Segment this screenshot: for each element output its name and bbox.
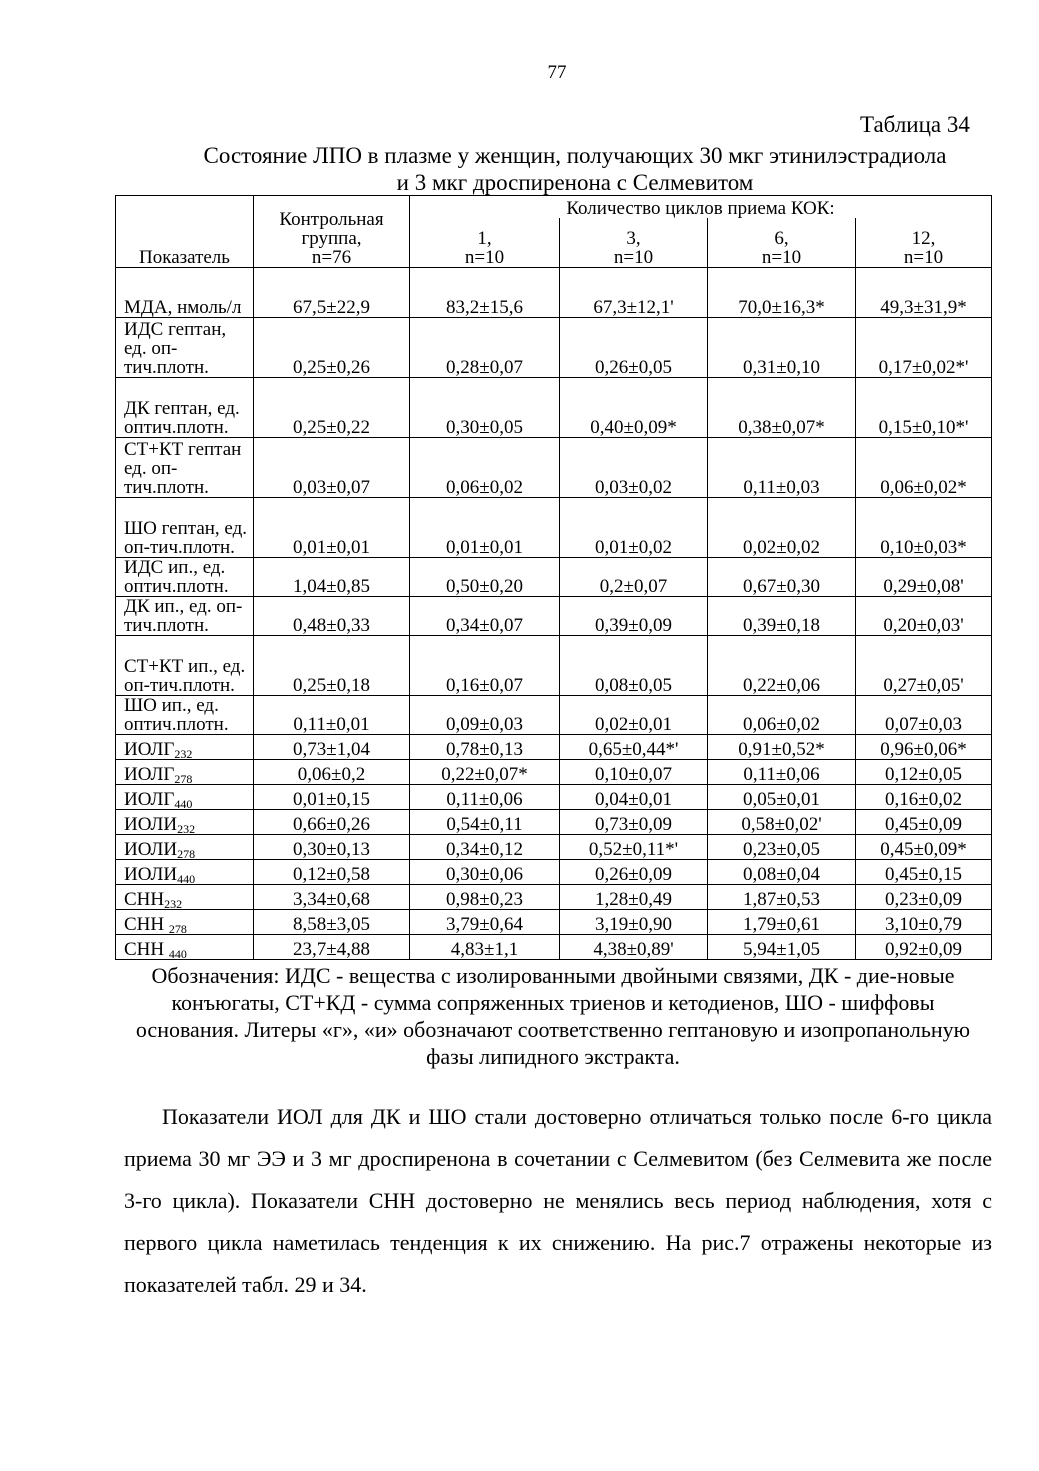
row-label bbox=[116, 910, 254, 935]
value-cell: 0,06±0,02 bbox=[410, 438, 560, 498]
value-cell: 0,16±0,02 bbox=[856, 785, 992, 810]
row-label-text: СНН bbox=[124, 939, 169, 960]
value-cell: 1,79±0,61 bbox=[708, 910, 856, 935]
table-row bbox=[116, 735, 992, 760]
table-row bbox=[116, 835, 992, 860]
header-cycle-6 bbox=[708, 218, 856, 268]
row-label-text: ИОЛИ bbox=[124, 864, 178, 885]
value-cell: 0,25±0,26 bbox=[254, 318, 410, 378]
value-cell: 0,38±0,07* bbox=[708, 378, 856, 438]
table-title bbox=[170, 142, 980, 196]
value-cell: 0,09±0,03 bbox=[410, 696, 560, 735]
value-cell: 0,73±1,04 bbox=[254, 735, 410, 760]
row-label-text: СНН bbox=[124, 914, 169, 935]
value-cell: 0,15±0,10*' bbox=[856, 378, 992, 438]
value-cell: 0,01±0,15 bbox=[254, 785, 410, 810]
value-cell: 5,94±1,05 bbox=[708, 935, 856, 960]
value-cell: 0,07±0,03 bbox=[856, 696, 992, 735]
value-cell: 0,08±0,04 bbox=[708, 860, 856, 885]
data-table bbox=[115, 195, 992, 960]
row-label-text: ИОЛГ bbox=[124, 764, 175, 785]
header-cycle-3-label: 3, bbox=[626, 228, 641, 249]
row-label-text: ИОЛГ bbox=[124, 739, 175, 760]
value-cell: 0,11±0,03 bbox=[708, 438, 856, 498]
value-cell: 0,05±0,01 bbox=[708, 785, 856, 810]
value-cell: 0,39±0,18 bbox=[708, 597, 856, 636]
row-label-text: ИОЛИ bbox=[124, 814, 178, 835]
value-cell: 0,40±0,09* bbox=[560, 378, 708, 438]
row-label bbox=[116, 810, 254, 835]
value-cell: 0,45±0,15 bbox=[856, 860, 992, 885]
value-cell: 0,45±0,09* bbox=[856, 835, 992, 860]
value-cell: 0,22±0,07* bbox=[410, 760, 560, 785]
value-cell: 1,87±0,53 bbox=[708, 885, 856, 910]
value-cell: 0,26±0,05 bbox=[560, 318, 708, 378]
table-row bbox=[116, 498, 992, 558]
value-cell: 0,58±0,02' bbox=[708, 810, 856, 835]
value-cell: 0,11±0,06 bbox=[708, 760, 856, 785]
table-row bbox=[116, 696, 992, 735]
value-cell: 0,06±0,2 bbox=[254, 760, 410, 785]
table-title-line-1: Состояние ЛПО в плазме у женщин, получающих 30 мкг этинилэстрадиола bbox=[203, 143, 947, 168]
row-label-text: ИДС гептан, ед. оп-тич.плотн. bbox=[124, 319, 227, 378]
table-row bbox=[116, 558, 992, 597]
value-cell: 0,34±0,12 bbox=[410, 835, 560, 860]
header-row-1 bbox=[116, 196, 992, 218]
row-label bbox=[116, 860, 254, 885]
header-control-line-3: n=76 bbox=[311, 247, 352, 268]
table-row bbox=[116, 910, 992, 935]
value-cell: 3,79±0,64 bbox=[410, 910, 560, 935]
row-label bbox=[116, 636, 254, 696]
table-row bbox=[116, 636, 992, 696]
header-cycle-1-label: 1, bbox=[477, 228, 492, 249]
value-cell: 67,5±22,9 bbox=[254, 268, 410, 318]
row-label-text: ИОЛИ bbox=[124, 839, 178, 860]
value-cell: 0,39±0,09 bbox=[560, 597, 708, 636]
row-label bbox=[116, 498, 254, 558]
row-label bbox=[116, 558, 254, 597]
table-row bbox=[116, 935, 992, 960]
value-cell: 49,3±31,9* bbox=[856, 268, 992, 318]
value-cell: 0,03±0,07 bbox=[254, 438, 410, 498]
value-cell: 0,20±0,03' bbox=[856, 597, 992, 636]
value-cell: 0,66±0,26 bbox=[254, 810, 410, 835]
header-cycle-3 bbox=[560, 218, 708, 268]
value-cell: 0,06±0,02* bbox=[856, 438, 992, 498]
value-cell: 4,38±0,89' bbox=[560, 935, 708, 960]
value-cell: 0,11±0,01 bbox=[254, 696, 410, 735]
row-label-subscript: 278 bbox=[177, 847, 196, 861]
value-cell: 0,34±0,07 bbox=[410, 597, 560, 636]
value-cell: 0,10±0,03* bbox=[856, 498, 992, 558]
row-label-subscript: 232 bbox=[174, 747, 193, 761]
header-cycle-12-label: 12, bbox=[911, 228, 936, 249]
value-cell: 0,98±0,23 bbox=[410, 885, 560, 910]
row-label-text: ДК гептан, ед. оптич.плотн. bbox=[124, 398, 240, 438]
value-cell: 0,92±0,09 bbox=[856, 935, 992, 960]
value-cell: 0,30±0,05 bbox=[410, 378, 560, 438]
value-cell: 0,54±0,11 bbox=[410, 810, 560, 835]
row-label-subscript: 278 bbox=[174, 772, 193, 786]
header-cycle-12-n: n=10 bbox=[903, 247, 944, 268]
table-row bbox=[116, 810, 992, 835]
value-cell: 0,30±0,13 bbox=[254, 835, 410, 860]
row-label bbox=[116, 438, 254, 498]
row-label-text: ИОЛГ bbox=[124, 789, 175, 810]
header-indicator: Показатель bbox=[116, 196, 254, 268]
value-cell: 0,25±0,18 bbox=[254, 636, 410, 696]
row-label-subscript: 232 bbox=[164, 897, 183, 911]
row-label bbox=[116, 835, 254, 860]
value-cell: 0,73±0,09 bbox=[560, 810, 708, 835]
value-cell: 0,25±0,22 bbox=[254, 378, 410, 438]
value-cell: 1,04±0,85 bbox=[254, 558, 410, 597]
row-label-subscript: 440 bbox=[168, 947, 187, 961]
value-cell: 0,67±0,30 bbox=[708, 558, 856, 597]
row-label-text: СТ+КТ ип., ед. оп-тич.плотн. bbox=[124, 656, 246, 696]
value-cell: 0,01±0,01 bbox=[410, 498, 560, 558]
value-cell: 0,91±0,52* bbox=[708, 735, 856, 760]
header-cycle-12 bbox=[856, 218, 992, 268]
value-cell: 0,10±0,07 bbox=[560, 760, 708, 785]
value-cell: 3,19±0,90 bbox=[560, 910, 708, 935]
row-label-text: ШО гептан, ед. оп-тич.плотн. bbox=[124, 518, 248, 558]
value-cell: 0,11±0,06 bbox=[410, 785, 560, 810]
value-cell: 0,12±0,05 bbox=[856, 760, 992, 785]
row-label-subscript: 278 bbox=[168, 922, 187, 936]
value-cell: 0,12±0,58 bbox=[254, 860, 410, 885]
row-label-text: СНН bbox=[124, 889, 165, 910]
value-cell: 0,08±0,05 bbox=[560, 636, 708, 696]
value-cell: 0,28±0,07 bbox=[410, 318, 560, 378]
value-cell: 3,34±0,68 bbox=[254, 885, 410, 910]
value-cell: 0,16±0,07 bbox=[410, 636, 560, 696]
value-cell: 0,23±0,09 bbox=[856, 885, 992, 910]
row-label bbox=[116, 268, 254, 318]
value-cell: 70,0±16,3* bbox=[708, 268, 856, 318]
header-cycle-6-label: 6, bbox=[774, 228, 789, 249]
table-row bbox=[116, 438, 992, 498]
row-label-text: ИДС ип., ед. оптич.плотн. bbox=[124, 557, 229, 597]
value-cell: 3,10±0,79 bbox=[856, 910, 992, 935]
header-control bbox=[254, 196, 410, 268]
value-cell: 0,04±0,01 bbox=[560, 785, 708, 810]
table-row bbox=[116, 785, 992, 810]
value-cell: 8,58±3,05 bbox=[254, 910, 410, 935]
row-label-text: МДА, нмоль/л bbox=[124, 297, 242, 318]
table-row bbox=[116, 318, 992, 378]
header-control-line-1: Контрольная bbox=[279, 209, 384, 230]
header-cycle-1 bbox=[410, 218, 560, 268]
value-cell: 0,02±0,01 bbox=[560, 696, 708, 735]
table-row bbox=[116, 860, 992, 885]
value-cell: 0,96±0,06* bbox=[856, 735, 992, 760]
value-cell: 67,3±12,1' bbox=[560, 268, 708, 318]
value-cell: 0,31±0,10 bbox=[708, 318, 856, 378]
row-label bbox=[116, 885, 254, 910]
table-row bbox=[116, 597, 992, 636]
value-cell: 0,78±0,13 bbox=[410, 735, 560, 760]
value-cell: 0,2±0,07 bbox=[560, 558, 708, 597]
value-cell: 0,29±0,08' bbox=[856, 558, 992, 597]
value-cell: 4,83±1,1 bbox=[410, 935, 560, 960]
table-row bbox=[116, 885, 992, 910]
value-cell: 0,52±0,11*' bbox=[560, 835, 708, 860]
value-cell: 0,03±0,02 bbox=[560, 438, 708, 498]
value-cell: 0,65±0,44*' bbox=[560, 735, 708, 760]
table-row bbox=[116, 268, 992, 318]
row-label bbox=[116, 785, 254, 810]
page-number: 77 bbox=[547, 62, 567, 83]
row-label bbox=[116, 597, 254, 636]
value-cell: 0,17±0,02*' bbox=[856, 318, 992, 378]
table-row bbox=[116, 760, 992, 785]
value-cell: 83,2±15,6 bbox=[410, 268, 560, 318]
row-label bbox=[116, 735, 254, 760]
body-paragraph: Показатели ИОЛ для ДК и ШО стали достоверно отличаться только после 6-го цикла приема 30 мг ЭЭ и 3 мг дроспиренона в сочетании с Селмевитом (без Селмевита же после 3-го цикла). Показатели СНН достоверно не менялись весь период наблюдения, хотя с первого цикла наметилась тенденция к их снижению. На рис.7 отражены некоторые из показателей табл. 29 и 34. bbox=[124, 1104, 992, 1297]
table-notes: Обозначения: ИДС - вещества с изолированными двойными связями, ДК - дие-новые конъюгаты, СТ+КД - сумма сопряженных триенов и кетодиенов, ШО - шиффовы основания. Литеры «г», «и» обозначают соответственно гептановую и изопропанольную фазы липидного экстракта. bbox=[135, 963, 971, 1069]
row-label-text: ШО ип., ед. оптич.плотн. bbox=[124, 695, 229, 735]
value-cell: 0,26±0,09 bbox=[560, 860, 708, 885]
row-label-text: ДК ип., ед. оп-тич.плотн. bbox=[124, 596, 243, 636]
row-label bbox=[116, 935, 254, 960]
table-row bbox=[116, 378, 992, 438]
header-cycles: Количество циклов приема КОК: bbox=[410, 196, 992, 218]
value-cell: 0,06±0,02 bbox=[708, 696, 856, 735]
row-label-subscript: 440 bbox=[177, 872, 196, 886]
value-cell: 0,50±0,20 bbox=[410, 558, 560, 597]
value-cell: 0,30±0,06 bbox=[410, 860, 560, 885]
header-control-line-2: группа, bbox=[301, 228, 362, 249]
row-label bbox=[116, 318, 254, 378]
value-cell: 0,01±0,02 bbox=[560, 498, 708, 558]
header-cycle-1-n: n=10 bbox=[464, 247, 505, 268]
row-label-text: СТ+КТ гептан ед. оп-тич.плотн. bbox=[124, 439, 242, 498]
row-label bbox=[116, 378, 254, 438]
value-cell: 0,01±0,01 bbox=[254, 498, 410, 558]
value-cell: 0,45±0,09 bbox=[856, 810, 992, 835]
value-cell: 0,02±0,02 bbox=[708, 498, 856, 558]
value-cell: 0,48±0,33 bbox=[254, 597, 410, 636]
row-label bbox=[116, 696, 254, 735]
value-cell: 0,22±0,06 bbox=[708, 636, 856, 696]
value-cell: 23,7±4,88 bbox=[254, 935, 410, 960]
header-cycle-3-n: n=10 bbox=[613, 247, 654, 268]
value-cell: 0,27±0,05' bbox=[856, 636, 992, 696]
table-title-line-2: и 3 мкг дроспиренона с Селмевитом bbox=[396, 170, 754, 195]
value-cell: 1,28±0,49 bbox=[560, 885, 708, 910]
row-label-subscript: 440 bbox=[174, 797, 193, 811]
table-label: Таблица 34 bbox=[860, 112, 970, 137]
header-cycle-6-n: n=10 bbox=[761, 247, 802, 268]
row-label-subscript: 232 bbox=[177, 822, 196, 836]
value-cell: 0,23±0,05 bbox=[708, 835, 856, 860]
row-label bbox=[116, 760, 254, 785]
